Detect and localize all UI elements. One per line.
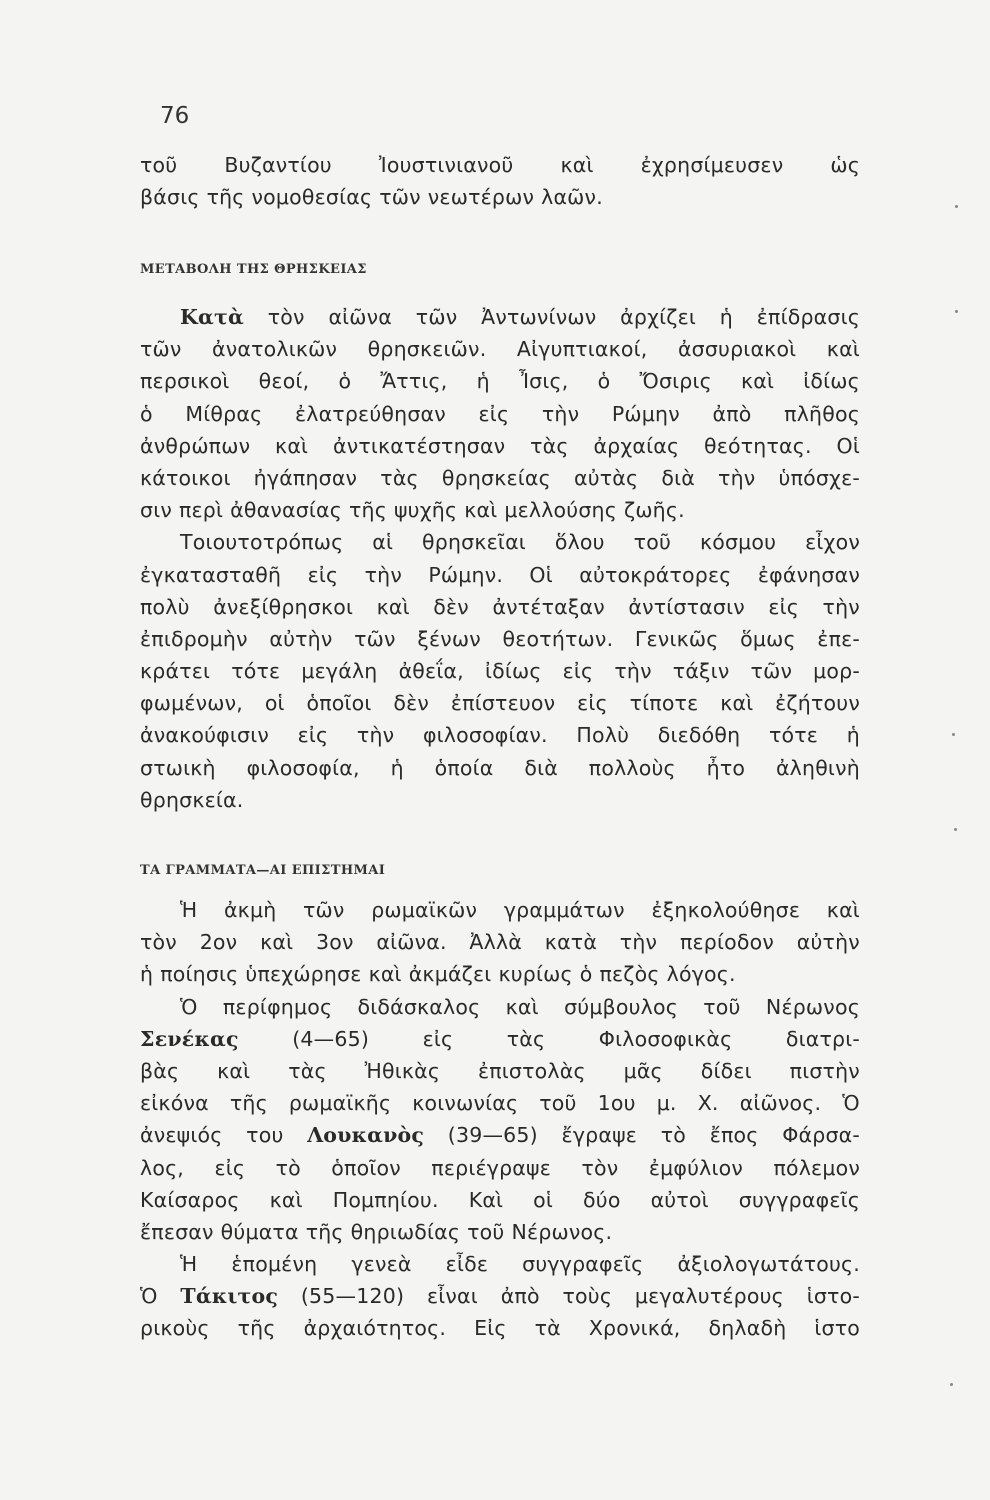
text-line [140, 434, 860, 466]
word: λόγος. [666, 962, 736, 987]
word: ὅμως [740, 626, 796, 651]
word: διδάσκαλος [357, 994, 481, 1019]
word: εἶχον [805, 530, 860, 555]
text-line [140, 337, 860, 369]
word: ἱστο- [806, 1284, 860, 1309]
word: τῆς [237, 1316, 276, 1341]
paragraph-letters [140, 898, 860, 1349]
word: οἱ [264, 691, 285, 716]
section-heading-letters-sciences: ΤΑ ΓΡΑΜΜΑΤΑ—ΑΙ ΕΠΙΣΤΗΜΑΙ [140, 863, 386, 878]
word: περσικοὶ [140, 369, 230, 394]
word: ἔπεσαν [140, 1219, 214, 1244]
word: μορ- [813, 659, 860, 684]
word: ἀνεψιός [140, 1123, 223, 1148]
word: ἀθανασίας [230, 498, 342, 523]
text-line [140, 402, 860, 434]
word: ἰδίως [484, 659, 542, 684]
word: ἦτο [706, 755, 746, 780]
text-line [140, 530, 860, 562]
text-line [140, 1188, 860, 1220]
word [180, 305, 244, 329]
word: ἐπίδρασις [756, 305, 860, 329]
word: διεδόθη [657, 723, 741, 748]
word: περιέγραψε [431, 1155, 552, 1180]
word: καὶ [826, 337, 860, 362]
word: πολλοὺς [588, 755, 676, 780]
word: καὶ [376, 594, 410, 619]
word: ἀρχαίας [593, 433, 680, 458]
word: δὲν [393, 691, 430, 716]
word: τὰς [506, 1026, 546, 1051]
word: τίποτε [629, 691, 699, 716]
word: ἀντικατέστησαν [332, 433, 506, 458]
word: Ὁ [842, 1091, 860, 1116]
word: τὰ [534, 1316, 561, 1341]
text-line [140, 659, 860, 691]
word: ρωμαϊκῆς [288, 1091, 392, 1116]
word: τὴν [541, 401, 580, 426]
text-line [140, 1220, 860, 1252]
word: φιλοσοφία, [246, 755, 360, 780]
paragraph-justinian [140, 153, 860, 217]
word: μᾶς [623, 1058, 663, 1083]
word: γραμμάτων [503, 898, 625, 922]
word: ἐπιστολὰς [477, 1058, 586, 1083]
word: περίφημος [222, 994, 333, 1019]
word: διατρι- [785, 1026, 860, 1051]
word: βὰς [140, 1058, 180, 1083]
word: τοῦ [633, 530, 672, 555]
word: Ἀλλὰ [469, 930, 523, 955]
word: Καὶ [468, 1187, 504, 1212]
word: Ἀντωνίνων [481, 305, 597, 329]
word: εἰς [297, 723, 329, 748]
word: Ρώμην [611, 401, 680, 426]
word: καὶ [269, 1187, 303, 1212]
word: πιστὴν [789, 1058, 860, 1083]
word: ζωῆς. [623, 498, 685, 523]
word: λος, [140, 1155, 185, 1180]
word: τὸν [267, 305, 305, 329]
text-line [140, 1059, 860, 1091]
word: καὶ [720, 691, 754, 716]
word: ὁ [579, 962, 593, 987]
word: ὁποία [434, 755, 494, 780]
word: ἰδίως [803, 369, 860, 394]
word: τοῦ [703, 994, 741, 1019]
word: τοῦ [140, 153, 178, 177]
word: θεοτήτων. [502, 626, 614, 651]
word: ἐλατρεύθησαν [294, 401, 446, 426]
bold-name: Σενέκας [140, 1026, 239, 1051]
word: αὐτὴν [796, 930, 860, 955]
word: ἡ [476, 369, 490, 394]
word: (39—65) [447, 1123, 538, 1148]
word: καὶ [741, 369, 775, 394]
word: τὰς [530, 433, 569, 458]
word: καὶ [464, 498, 498, 523]
word: του [246, 1123, 284, 1148]
word: γενεὰ [351, 1252, 412, 1277]
word: Πομπηίου. [332, 1187, 439, 1212]
word: Νέρωνος [765, 994, 860, 1019]
word: αὐτὴν [269, 626, 333, 651]
word: ἀπὸ [712, 401, 752, 426]
word: Μίθρας [185, 401, 263, 426]
text-line [140, 1091, 860, 1123]
word: διὰ [524, 755, 558, 780]
word: ἐζήτουν [775, 691, 860, 716]
word: τῆς [305, 1219, 344, 1244]
word: ποίησις [160, 962, 239, 987]
word: ἀκμάζει [408, 962, 492, 987]
word: αἰῶνα [328, 305, 393, 329]
word: θρησκεῖαι [422, 530, 526, 555]
word: μεγαλυτέρους [634, 1284, 784, 1309]
word: Φιλοσοφικὰς [598, 1026, 733, 1051]
word: κοινωνίας [412, 1091, 519, 1116]
word: ἐπε- [817, 626, 860, 651]
word: τότε [231, 659, 281, 684]
word: ἀσσυριακοὶ [677, 337, 797, 362]
word: ὁ [338, 369, 352, 394]
word: στωικὴ [140, 755, 216, 780]
word [140, 1027, 239, 1051]
text-line [140, 1284, 860, 1316]
word: κόσμου [699, 530, 777, 555]
word: ἐπίστευον [450, 691, 556, 716]
word: τῆς [348, 498, 387, 523]
text-line [140, 627, 860, 659]
word: τῶν [750, 659, 793, 684]
word: ἡ [719, 305, 733, 329]
word: εἰς [214, 1155, 246, 1180]
word: καὶ [260, 930, 294, 955]
word: ἐπιδρομὴν [140, 626, 248, 651]
word: συγγραφεῖς [738, 1187, 860, 1212]
word: αὐτὰς [573, 465, 639, 490]
text-line [140, 498, 860, 530]
text-line [140, 1316, 860, 1348]
word: νεωτέρων [427, 185, 535, 210]
word: τὸ [275, 1155, 301, 1180]
word: (55—120) [300, 1284, 405, 1309]
word: τοῦ [539, 1091, 577, 1116]
text-line [140, 185, 860, 217]
word: ὑπεχώρησε [245, 962, 362, 987]
word: ἠγάπησαν [253, 465, 358, 490]
word: κυρίως [498, 962, 573, 987]
word: ἀντέταξαν [492, 594, 605, 619]
section-heading-religion: ΜΕΤΑΒΟΛΗ ΤΗΣ ΘΡΗΣΚΕΙΑΣ [140, 262, 367, 277]
word: θρησκείας [441, 465, 551, 490]
word: Βυζαντίου [224, 153, 332, 177]
word: ὡς [830, 153, 860, 177]
word: ἡ [846, 723, 860, 748]
word: καὶ [826, 898, 860, 922]
word: θεότητας. [704, 433, 812, 458]
word: ἀπὸ [500, 1284, 540, 1309]
text-line [140, 898, 860, 930]
word: θηριωδίας [350, 1219, 461, 1244]
word: Πολὺ [576, 723, 630, 748]
word: ξένων [417, 626, 481, 651]
word: σιν [140, 498, 172, 523]
word: πλῆθος [784, 401, 860, 426]
word: ρικοὺς [140, 1316, 210, 1341]
word: φωμένων, [140, 691, 243, 716]
word: τῶν [140, 337, 182, 362]
text-line [140, 1252, 860, 1284]
paragraph-religion [140, 305, 860, 820]
word: ἡ [390, 755, 404, 780]
word: Ἠθικὰς [364, 1058, 441, 1083]
word: εἶδε [445, 1252, 489, 1277]
word: Ὁ [180, 994, 198, 1019]
word: τῶν [415, 305, 458, 329]
word: ρωμαϊκῶν [371, 898, 478, 922]
word: τῶν [354, 626, 396, 651]
word: δύο [583, 1187, 621, 1212]
word: περὶ [178, 498, 224, 523]
word: δίδει [700, 1058, 752, 1083]
paper-speck [955, 310, 958, 313]
paper-speck [950, 1383, 953, 1386]
word: εἰς [422, 1026, 454, 1051]
word: τὴν [619, 930, 658, 955]
word: ἐξηκολούθησε [651, 898, 801, 922]
word: καὶ [560, 153, 594, 177]
word: Εἰς [474, 1316, 507, 1341]
word: Τοιουτοτρόπως [180, 530, 344, 555]
word: καὶ [368, 962, 402, 987]
word: Ρώμην. [428, 562, 504, 587]
text-line [140, 995, 860, 1027]
word: κάτοικοι [140, 465, 231, 490]
word: (4—65) [292, 1026, 370, 1051]
word: τῆς [206, 185, 245, 210]
word: τὴν [822, 594, 860, 619]
word: τοὺς [562, 1284, 613, 1309]
word: καὶ [275, 433, 309, 458]
word: ἔπος [709, 1123, 759, 1148]
word: Νέρωνος. [511, 1219, 613, 1244]
word: εἰς [478, 401, 510, 426]
word: Οἱ [529, 562, 553, 587]
word: θύματα [220, 1219, 299, 1244]
word: νομοθεσίας [251, 185, 373, 210]
text-line [140, 788, 860, 820]
paper-speck [954, 828, 957, 831]
word: περίοδον [679, 930, 774, 955]
text-line [140, 595, 860, 627]
word: ὑπόσχε- [778, 465, 860, 490]
text-line [140, 466, 860, 498]
word: αἱ [372, 530, 394, 555]
word: διὰ [661, 465, 695, 490]
word: Γενικῶς [634, 626, 719, 651]
paper-speck [955, 205, 958, 208]
word: ἀληθινὴ [775, 755, 860, 780]
word: βάσις [140, 185, 200, 210]
word [307, 1123, 424, 1147]
bold-name: Κατὰ [180, 305, 244, 329]
word: εἶναι [426, 1284, 478, 1309]
text-line [140, 723, 860, 755]
word: Φάρσα- [782, 1123, 860, 1148]
word: τὴν [364, 562, 402, 587]
word: τὴν [614, 659, 652, 684]
word: ἀντίστασιν [628, 594, 745, 619]
word: εἰκόνα [140, 1091, 209, 1116]
word: Οἱ [836, 433, 860, 458]
word: δὲν [433, 594, 469, 619]
word: ἡ [140, 962, 154, 987]
word: ἐφάνησαν [757, 562, 860, 587]
word: καὶ [217, 1058, 251, 1083]
word: πολὺ [140, 594, 190, 619]
word: Ἰουστινιανοῦ [378, 153, 514, 177]
word: τῆς [229, 1091, 268, 1116]
word: ὅλου [554, 530, 605, 555]
word: Ὁ [140, 1284, 158, 1309]
word: τῶν [379, 185, 421, 210]
word: αἰῶνος. [739, 1091, 822, 1116]
word: ἐχρησίμευσεν [640, 153, 784, 177]
word: πόλεμον [773, 1155, 860, 1180]
text-line [140, 305, 860, 337]
word: θεοί, [258, 369, 310, 394]
word: Χρονικά, [588, 1316, 681, 1341]
paper-speck [952, 733, 955, 736]
word: δηλαδὴ [708, 1316, 787, 1341]
word: φιλοσοφίαν. [422, 723, 548, 748]
bold-name: Λουκανὸς [307, 1123, 425, 1148]
word: τότε [768, 723, 819, 748]
word: ἀρχαιότητος. [303, 1316, 447, 1341]
word: τὴν [356, 723, 395, 748]
text-line [140, 1027, 860, 1059]
word: τὰς [288, 1058, 327, 1083]
word: εἰς [768, 594, 800, 619]
word: Χ. [697, 1091, 719, 1116]
word: καὶ [505, 994, 539, 1019]
word: ὁ [597, 369, 611, 394]
word: τάξιν [672, 659, 730, 684]
word [180, 1284, 278, 1308]
word: αὐτοκράτορες [579, 562, 732, 587]
word: 1ου [597, 1091, 636, 1116]
word: εἰς [307, 562, 339, 587]
word: ἱστο [814, 1316, 860, 1341]
word: τὸν [581, 1155, 619, 1180]
word: αἰῶνα. [376, 930, 447, 955]
word: Καίσαρος [140, 1187, 240, 1212]
word: ψυχῆς [393, 498, 458, 523]
word: μ. [656, 1091, 677, 1116]
text-line [140, 691, 860, 723]
word: τὸ [660, 1123, 687, 1148]
word: αὐτοὶ [650, 1187, 709, 1212]
word: πεζὸς [599, 962, 660, 987]
word: θρησκεία. [140, 787, 244, 812]
word: ὁποῖοι [306, 691, 372, 716]
word: ἀνεξίθρησκοι [213, 594, 354, 619]
text-line [140, 369, 860, 401]
text-line [140, 1123, 860, 1155]
text-line [140, 756, 860, 788]
word: ἀκμὴ [223, 898, 277, 922]
word: Ἡ [180, 898, 198, 922]
word: λαῶν. [541, 185, 603, 210]
word: τὰς [380, 465, 419, 490]
text-line [140, 153, 860, 185]
word: 2ον [199, 930, 238, 955]
word: θρησκειῶν. [367, 337, 487, 362]
bold-name: Τάκιτος [180, 1284, 279, 1309]
text-line [140, 1156, 860, 1188]
text-line [140, 930, 860, 962]
word: Ὄσιρις [639, 369, 712, 394]
word: Ἄττις, [380, 369, 448, 394]
word: ἀρχίζει [620, 305, 697, 329]
word: ὁποῖον [331, 1155, 401, 1180]
word: κράτει [140, 659, 211, 684]
word: τῶν [303, 898, 345, 922]
word: τὸν [140, 930, 177, 955]
word: ἀνατολικῶν [212, 337, 338, 362]
page-number: 76 [160, 103, 190, 129]
word: ὁ [140, 401, 153, 426]
word: εἰς [562, 659, 594, 684]
word: ἐγκατασταθῆ [140, 562, 282, 587]
word: Ἡ [180, 1252, 198, 1277]
text-line [140, 962, 860, 994]
word: ἀνθρώπων [140, 433, 251, 458]
word: εἰς [577, 691, 608, 716]
word: Ἶσις, [518, 369, 569, 394]
word: κατὰ [544, 930, 598, 955]
word: μεγάλη [301, 659, 378, 684]
word: 3ον [315, 930, 354, 955]
word: ἑπομένη [231, 1252, 318, 1277]
word: ἐμφύλιον [648, 1155, 743, 1180]
word: σύμβουλος [564, 994, 678, 1019]
word: οἱ [533, 1187, 554, 1212]
word: τὴν [718, 465, 756, 490]
word: Αἰγυπτιακοί, [516, 337, 648, 362]
word: ἀξιολογωτάτους. [677, 1252, 860, 1277]
word: μελλούσης [504, 498, 617, 523]
word: ἀθεΐα, [398, 659, 464, 684]
word: τοῦ [467, 1219, 505, 1244]
word: συγγραφεῖς [522, 1252, 644, 1277]
text-line [140, 563, 860, 595]
word: ἔγραψε [561, 1123, 638, 1148]
word: ἀνακούφισιν [140, 723, 270, 748]
